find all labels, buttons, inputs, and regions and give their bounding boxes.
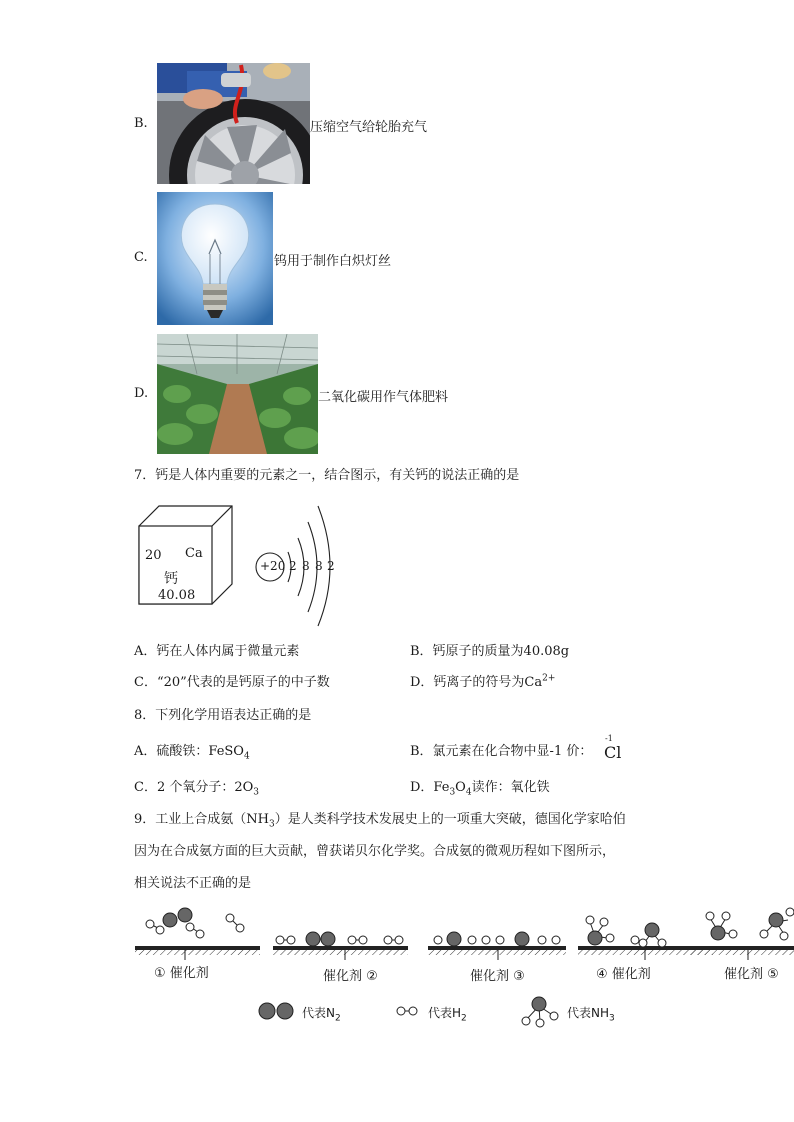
ammonia-synthesis-diagram bbox=[130, 900, 794, 970]
q7-stem: 7．钙是人体内重要的元素之一，结合图示，有关钙的说法正确的是 bbox=[134, 468, 520, 483]
panel-3-label: 催化剂 ③ bbox=[470, 969, 525, 984]
atom-nucleus: +20 bbox=[260, 559, 286, 573]
option-c-letter: C. bbox=[134, 250, 148, 265]
light-bulb-illustration bbox=[157, 192, 273, 325]
element-symbol: Ca bbox=[185, 546, 203, 561]
q7-option-a: A．钙在人体内属于微量元素 bbox=[134, 644, 300, 659]
panel-2-label: 催化剂 ② bbox=[323, 969, 378, 984]
option-b-text: 压缩空气给轮胎充气 bbox=[310, 120, 428, 135]
q9-line-2: 因为在合成氨方面的巨大贡献，曾获诺贝尔化学奖。合成氨的微观历程如下图所示， bbox=[134, 844, 616, 859]
legend-nh3-label: 代表$NH_3$ bbox=[567, 1006, 615, 1024]
legend-n2-label: 代表$N_2$ bbox=[302, 1006, 341, 1024]
legend-h2-label: 代表$H_2$ bbox=[428, 1006, 467, 1024]
legend-n2-icon bbox=[255, 1000, 305, 1022]
tire-photo bbox=[157, 63, 310, 184]
q9-line-3: 相关说法不正确的是 bbox=[134, 876, 252, 891]
option-c-text: 钨用于制作白炽灯丝 bbox=[274, 254, 392, 269]
atom-shell-4: 2 bbox=[327, 559, 335, 573]
q8-option-c: C．2 个氧分子：$2O_3$ bbox=[134, 780, 260, 798]
option-d-letter: D. bbox=[134, 386, 149, 401]
q8-valence-mark: -1 bbox=[605, 734, 613, 743]
q8-stem: 8．下列化学用语表达正确的是 bbox=[134, 708, 312, 723]
q7-option-b: B．钙原子的质量为40.08g bbox=[410, 644, 570, 659]
panel-5-label: 催化剂 ⑤ bbox=[724, 967, 779, 982]
tire-illustration bbox=[157, 63, 310, 184]
option-b-letter: B. bbox=[134, 116, 148, 131]
q7-option-c: C．“20”代表的是钙原子的中子数 bbox=[134, 675, 330, 690]
option-d-text: 二氧化碳用作气体肥料 bbox=[318, 390, 449, 405]
q7-option-d: D．钙离子的符号为$Ca^{2+}$ bbox=[410, 673, 556, 690]
q8-option-b: B．氯元素在化合物中显-1 价： bbox=[410, 744, 593, 759]
greenhouse-illustration bbox=[157, 334, 318, 454]
q8-option-a: A．硫酸铁：FeSO$_4$ bbox=[134, 744, 250, 762]
bulb-photo bbox=[157, 192, 273, 325]
atom-shell-1: 2 bbox=[289, 559, 297, 573]
legend-nh3-icon bbox=[518, 994, 560, 1028]
element-atomic-number: 20 bbox=[145, 548, 162, 563]
q8-chlorine-symbol: Cl bbox=[604, 743, 622, 762]
q8-option-d: D．$Fe_3O_4$读作：氧化铁 bbox=[410, 780, 550, 798]
panel-4-label: ④ 催化剂 bbox=[596, 967, 651, 982]
element-mass: 40.08 bbox=[158, 588, 196, 603]
panel-1-label: ① 催化剂 bbox=[154, 966, 209, 981]
greenhouse-photo bbox=[157, 334, 318, 454]
legend-h2-icon bbox=[395, 1003, 425, 1019]
catalyst-surfaces bbox=[135, 946, 794, 955]
atom-shell-2: 8 bbox=[302, 559, 310, 573]
q9-line-1: 9．工业上合成氨$(NH_3)$是人类科学技术发展史上的一项重大突破，德国化学家哈伯 bbox=[134, 812, 626, 830]
atom-shell-3: 8 bbox=[315, 559, 323, 573]
element-name: 钙 bbox=[164, 571, 178, 587]
